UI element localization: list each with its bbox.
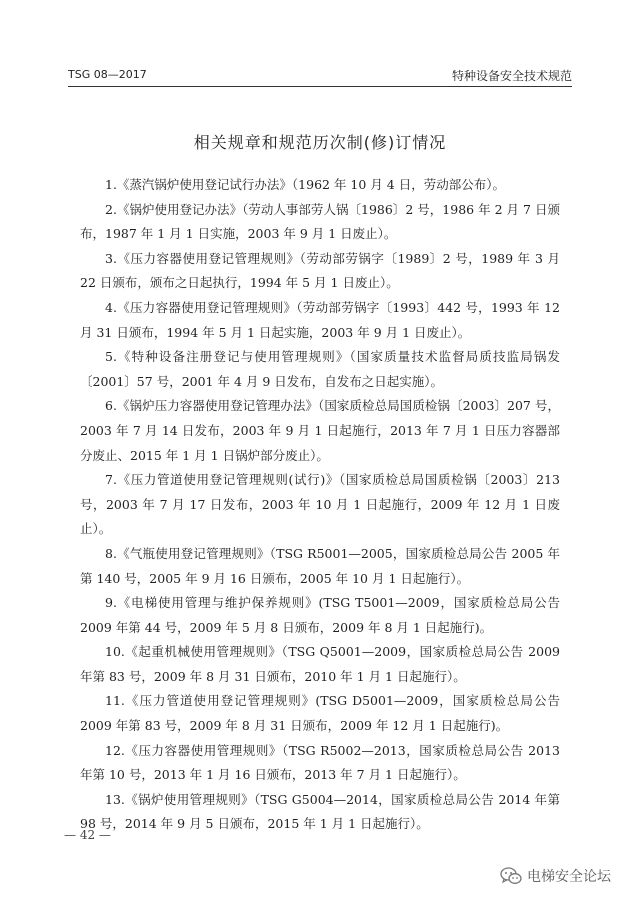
list-item: 10.《起重机械使用管理规则》（TSG Q5001—2009，国家质检总局公告 2009 年第 83 号，2009 年 8 月 31 日颁布，2010 年 1 月 1 日起施行）。 [80, 644, 560, 684]
list-item: 11.《压力管道使用登记管理规则》(TSG D5001—2009，国家质检总局公告 2009 年第 83 号，2009 年 8 月 31 日颁布，2009 年 12 月 1 日起施行)。 [80, 693, 560, 734]
list-item: 9.《电梯使用管理与维护保养规则》(TSG T5001—2009，国家质检总局公告 2009 年第 44 号，2009 年 5 月 8 日颁布，2009 年 8 月 1 日起施行)。 [80, 595, 560, 635]
list-item: 7.《压力管道使用登记管理规则(试行)》（国家质检总局国质检锅〔2003〕213 号，2003 年 7 月 17 日发布，2003 年 10 月 1 日起施行，2009 年 12 月 1 日废止）。 [80, 472, 560, 537]
revision-history-list [80, 173, 560, 837]
list-item: 1.《蒸汽锅炉使用登记试行办法》（1962 年 10 月 4 日，劳动部公布）。 [105, 177, 505, 192]
wechat-icon [500, 866, 522, 886]
list-item: 2.《锅炉使用登记办法》（劳动人事部劳人锅〔1986〕2 号，1986 年 2 月 7 日颁布，1987 年 1 月 1 日实施，2003 年 9 月 1 日废止）。 [80, 201, 560, 242]
list-item: 5.《特种设备注册登记与使用管理规则》（国家质量技术监督局质技监局锅发〔2001〕57 号，2001 年 4 月 9 日发布，自发布之日起实施）。 [80, 349, 560, 389]
list-item: 3.《压力容器使用登记管理规则》（劳动部劳锅字〔1989〕2 号，1989 年 3 月 22 日颁布，颁布之日起执行，1994 年 5 月 1 日废止）。 [80, 250, 560, 291]
list-item: 13.《锅炉使用管理规则》（TSG G5004—2014，国家质检总局公告 2014 年第 98 号，2014 年 9 月 5 日颁布，2015 年 1 月 1 日起施行）。 [80, 791, 560, 832]
page-number: — 42 — [64, 828, 111, 842]
list-item: 8.《气瓶使用登记管理规则》（TSG R5001—2005，国家质检总局公告 2005 年第 140 号，2005 年 9 月 16 日颁布，2005 年 10 月 1 日起施行）。 [80, 545, 560, 586]
list-item: 6.《锅炉压力容器使用登记管理办法》（国家质检总局国质检锅〔2003〕207 号，2003 年 7 月 14 日发布，2003 年 9 月 1 日起施行，2013 年 7 月 1 日压力容器部分废止、2015 年 1 月 1 日锅炉部分废止）。 [80, 398, 560, 463]
list-item: 12.《压力容器使用管理规则》（TSG R5002—2013，国家质检总局公告 2013 年第 10 号，2013 年 1 月 16 日颁布，2013 年 7 月 1 日起施行）。 [80, 742, 560, 783]
header-series-title: 特种设备安全技术规范 [451, 69, 572, 83]
page-title: 相关规章和规范历次制(修)订情况 [193, 133, 447, 152]
watermark-text: 电梯安全论坛 [527, 869, 611, 885]
watermark [500, 862, 611, 890]
list-item: 4.《压力容器使用登记管理规则》（劳动部劳锅字〔1993〕442 号，1993 年 12 月 31 日颁布，1994 年 5 月 1 日起实施，2003 年 9 月 1 日废止）。 [80, 299, 560, 340]
page-header [68, 64, 572, 87]
header-standard-code: TSG 08—2017 [68, 68, 147, 81]
